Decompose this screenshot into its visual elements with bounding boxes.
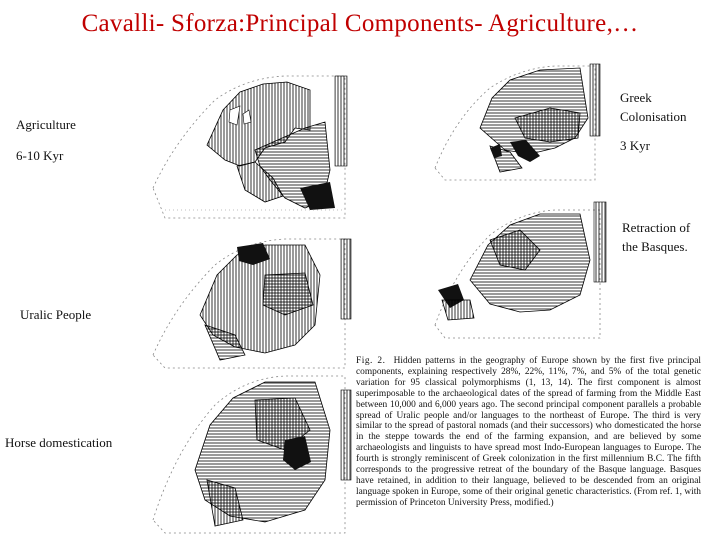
label-basques-line2: the Basques. <box>622 239 688 254</box>
map-agriculture <box>145 70 355 220</box>
figure-caption <box>356 356 701 509</box>
label-agriculture-age: 6-10 Kyr <box>16 148 64 163</box>
map-uralic <box>145 235 355 370</box>
map-basques <box>430 200 610 340</box>
label-greek-line2: Colonisation <box>620 109 687 124</box>
slide-title: Cavalli- Sforza:Principal Components- Agriculture,… <box>81 10 639 37</box>
map-greek-colonisation <box>430 58 605 183</box>
map-horse-domestication <box>145 370 355 535</box>
label-greek-line1: Greek <box>620 90 652 105</box>
figure-caption-text: Hidden patterns in the geography of Europe shown by the first five principal components, explaining respectively 28%, 22%, 11%, 7%, and 5% of the total genetic variation for 95 classical polymorphisms (1, 13, 14). The first component is almost superimposable to the archaeological dates of the spread of farming from the Middle East between 10,000 and 6,000 years ago. The second principal component parallels a probable spread of Uralic people and/or languages to the northeast of Europe. The third is very similar to the spread of pastoral nomads (and their successors) who domesticated the horse in the steppe towards the end of the farming expansion, and are believed by some archaeologists and linguists to have spread most Indo-European languages to Europe. The fourth is strongly reminiscent of Greek colonization in the first millennium B.C. The fifth corresponds to the progressive retreat of the boundary of the Basque language. Basques have retained, in addition to their language, believed to be descended from an original language spoken in Europe, some of their original genetic characteristics. (From ref. 1, with permission of Princeton University Press, modified.) <box>356 356 702 508</box>
label-horse-domestication: Horse domestication <box>5 435 113 450</box>
label-uralic: Uralic People <box>20 307 92 322</box>
figure-caption-label: Fig. 2. <box>356 356 386 366</box>
label-agriculture: Agriculture <box>16 117 76 132</box>
label-basques-line1: Retraction of <box>622 220 691 235</box>
label-greek-age: 3 Kyr <box>620 138 650 153</box>
